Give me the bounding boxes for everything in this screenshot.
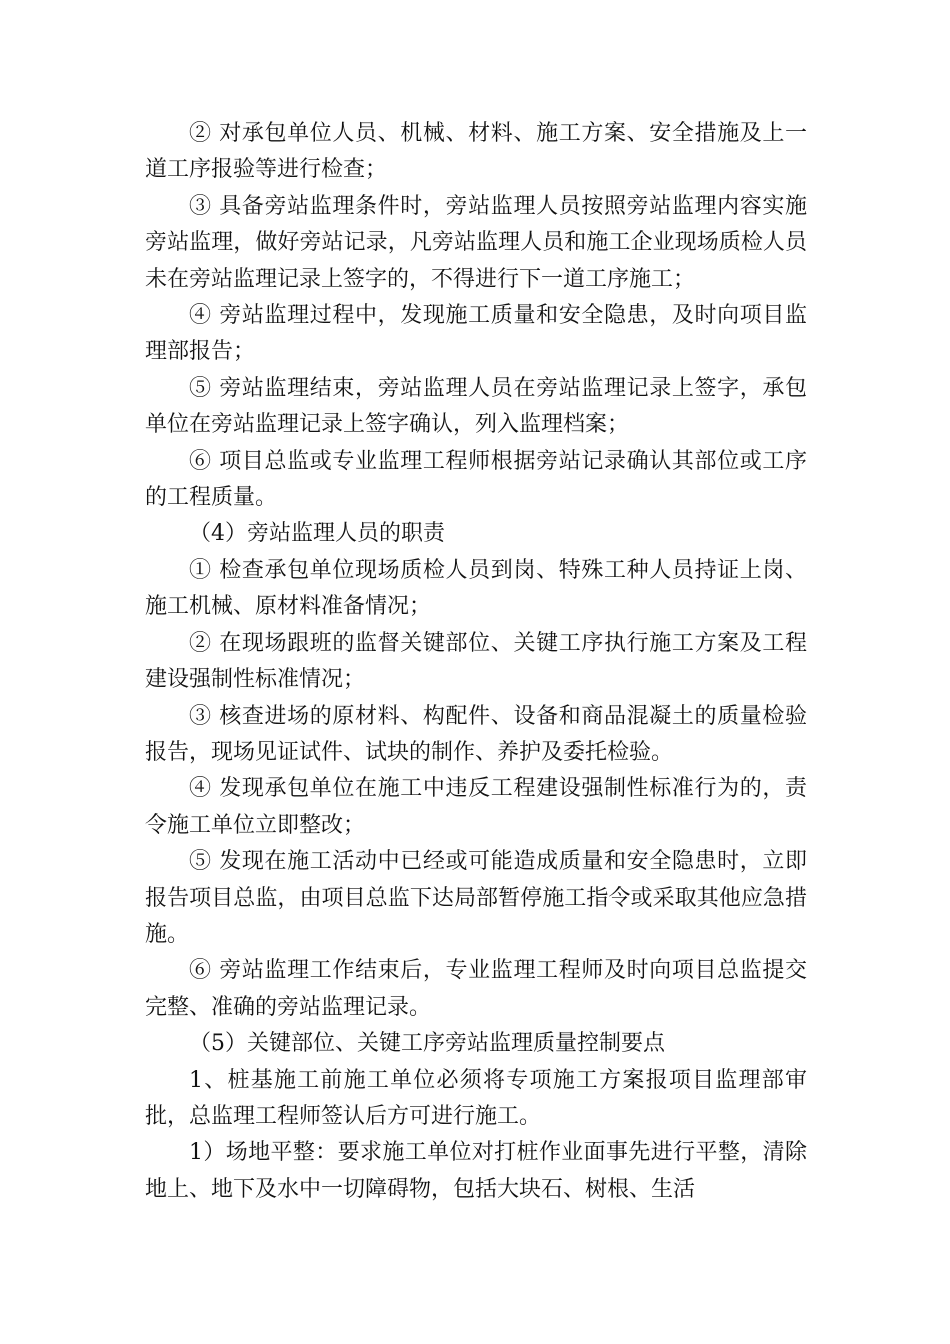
paragraph-site-leveling: 1）场地平整：要求施工单位对打桩作业面事先进行平整，清除地上、地下及水中一切障碍物，包括大块石、树根、生活 [145,1140,807,1202]
paragraph-duty-check-materials: ③ 核查进场的原材料、构配件、设备和商品混凝土的质量检验报告，现场见证试件、试块的制作、养护及委托检验。 [145,703,807,765]
paragraph-pile-foundation-plan: 1、桩基施工前施工单位必须将专项施工方案报项目监理部审批，总监理工程师签认后方可进行施工。 [145,1067,807,1129]
document-body [145,116,807,1208]
paragraph-bypass-implementation: ③ 具备旁站监理条件时，旁站监理人员按照旁站监理内容实施旁站监理，做好旁站记录，凡旁站监理人员和施工企业现场质检人员未在旁站监理记录上签字的，不得进行下一道工序施工； [145,193,807,292]
section-heading-key-points: （5）关键部位、关键工序旁站监理质量控制要点 [189,1031,665,1057]
paragraph-duty-submit-records: ⑥ 旁站监理工作结束后，专业监理工程师及时向项目总监提交完整、准确的旁站监理记录。 [145,958,807,1020]
section-heading-duties: （4）旁站监理人员的职责 [189,521,445,547]
paragraph-bypass-signoff: ⑤ 旁站监理结束，旁站监理人员在旁站监理记录上签字，承包单位在旁站监理记录上签字确认，列入监理档案； [145,375,807,438]
paragraph-duty-supervise-key-parts: ② 在现场跟班的监督关键部位、关键工序执行施工方案及工程建设强制性标准情况； [145,630,807,693]
paragraph-quality-confirmation: ⑥ 项目总监或专业监理工程师根据旁站记录确认其部位或工序的工程质量。 [145,448,807,511]
paragraph-duty-check-staff: ① 检查承包单位现场质检人员到岗、特殊工种人员持证上岗、施工机械、原材料准备情况； [145,557,807,620]
paragraph-duty-report-hazards: ⑤ 发现在施工活动中已经或可能造成质量和安全隐患时，立即报告项目总监，由项目总监下达局部暂停施工指令或采取其他应急措施。 [145,849,807,947]
paragraph-bypass-check-items: ② 对承包单位人员、机械、材料、施工方案、安全措施及上一道工序报验等进行检查； [145,121,807,183]
paragraph-duty-order-rectification: ④ 发现承包单位在施工中违反工程建设强制性标准行为的，责令施工单位立即整改； [145,776,807,838]
paragraph-bypass-report-hazards: ④ 旁站监理过程中，发现施工质量和安全隐患，及时向项目监理部报告； [145,303,807,365]
